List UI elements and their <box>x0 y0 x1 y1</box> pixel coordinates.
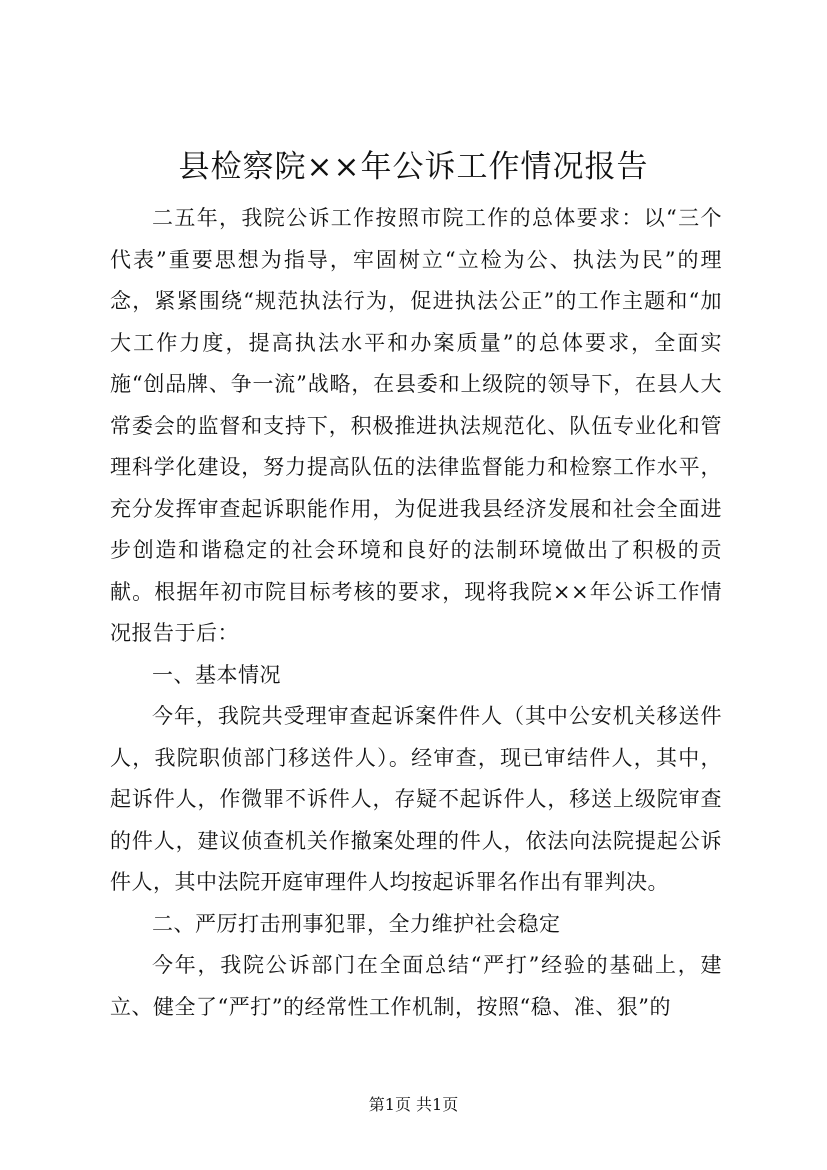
section-heading-crime-crackdown: 二、严厉打击刑事犯罪，全力维护社会稳定 <box>152 911 561 936</box>
intro-paragraph: 二五年，我院公诉工作按照市院工作的总体要求：以“三个代表”重要思想为指导，牢固树立“立检为公、执法为民”的理念，紧紧围绕“规范执法行为，促进执法公正”的工作主题和“加大工作力度，提高执法水平和办案质量”的总体要求，全面实施“创品牌、争一流”战略，在县委和上级院的领导下，在县人大常委会的监督和支持下，积极推进执法规范化、队伍专业化和管理科学化建设，努力提高队伍的法律监督能力和检察工作水平，充分发挥审查起诉职能作用，为促进我县经济发展和社会全面进步创造和谐稳定的社会环境和良好的法制环境做出了积极的贡献。根据年初市院目标考核的要求，现将我院××年公诉工作情况报告于后： <box>110 206 722 645</box>
section-heading-basic-situation: 一、基本情况 <box>152 662 281 687</box>
basic-situation-paragraph: 今年，我院共受理审查起诉案件件人（其中公安机关移送件人，我院职侦部门移送件人）。经审查，现已审结件人，其中，起诉件人，作微罪不诉件人，存疑不起诉件人，移送上级院审查的件人，建议侦查机关作撤案处理的件人，依法向法院提起公诉件人，其中法院开庭审理件人均按起诉罪名作出有罪判决。 <box>110 704 722 894</box>
crime-crackdown-paragraph: 今年，我院公诉部门在全面总结“严打”经验的基础上，建立、健全了“严打”的经常性工作机制，按照“稳、准、狠”的 <box>110 953 722 1019</box>
page-number-label: 第1页 共1页 <box>368 1095 459 1114</box>
document-title: 县检察院××年公诉工作情况报告 <box>178 149 649 185</box>
page-footer <box>0 1094 827 1116</box>
document-body <box>110 198 722 1028</box>
